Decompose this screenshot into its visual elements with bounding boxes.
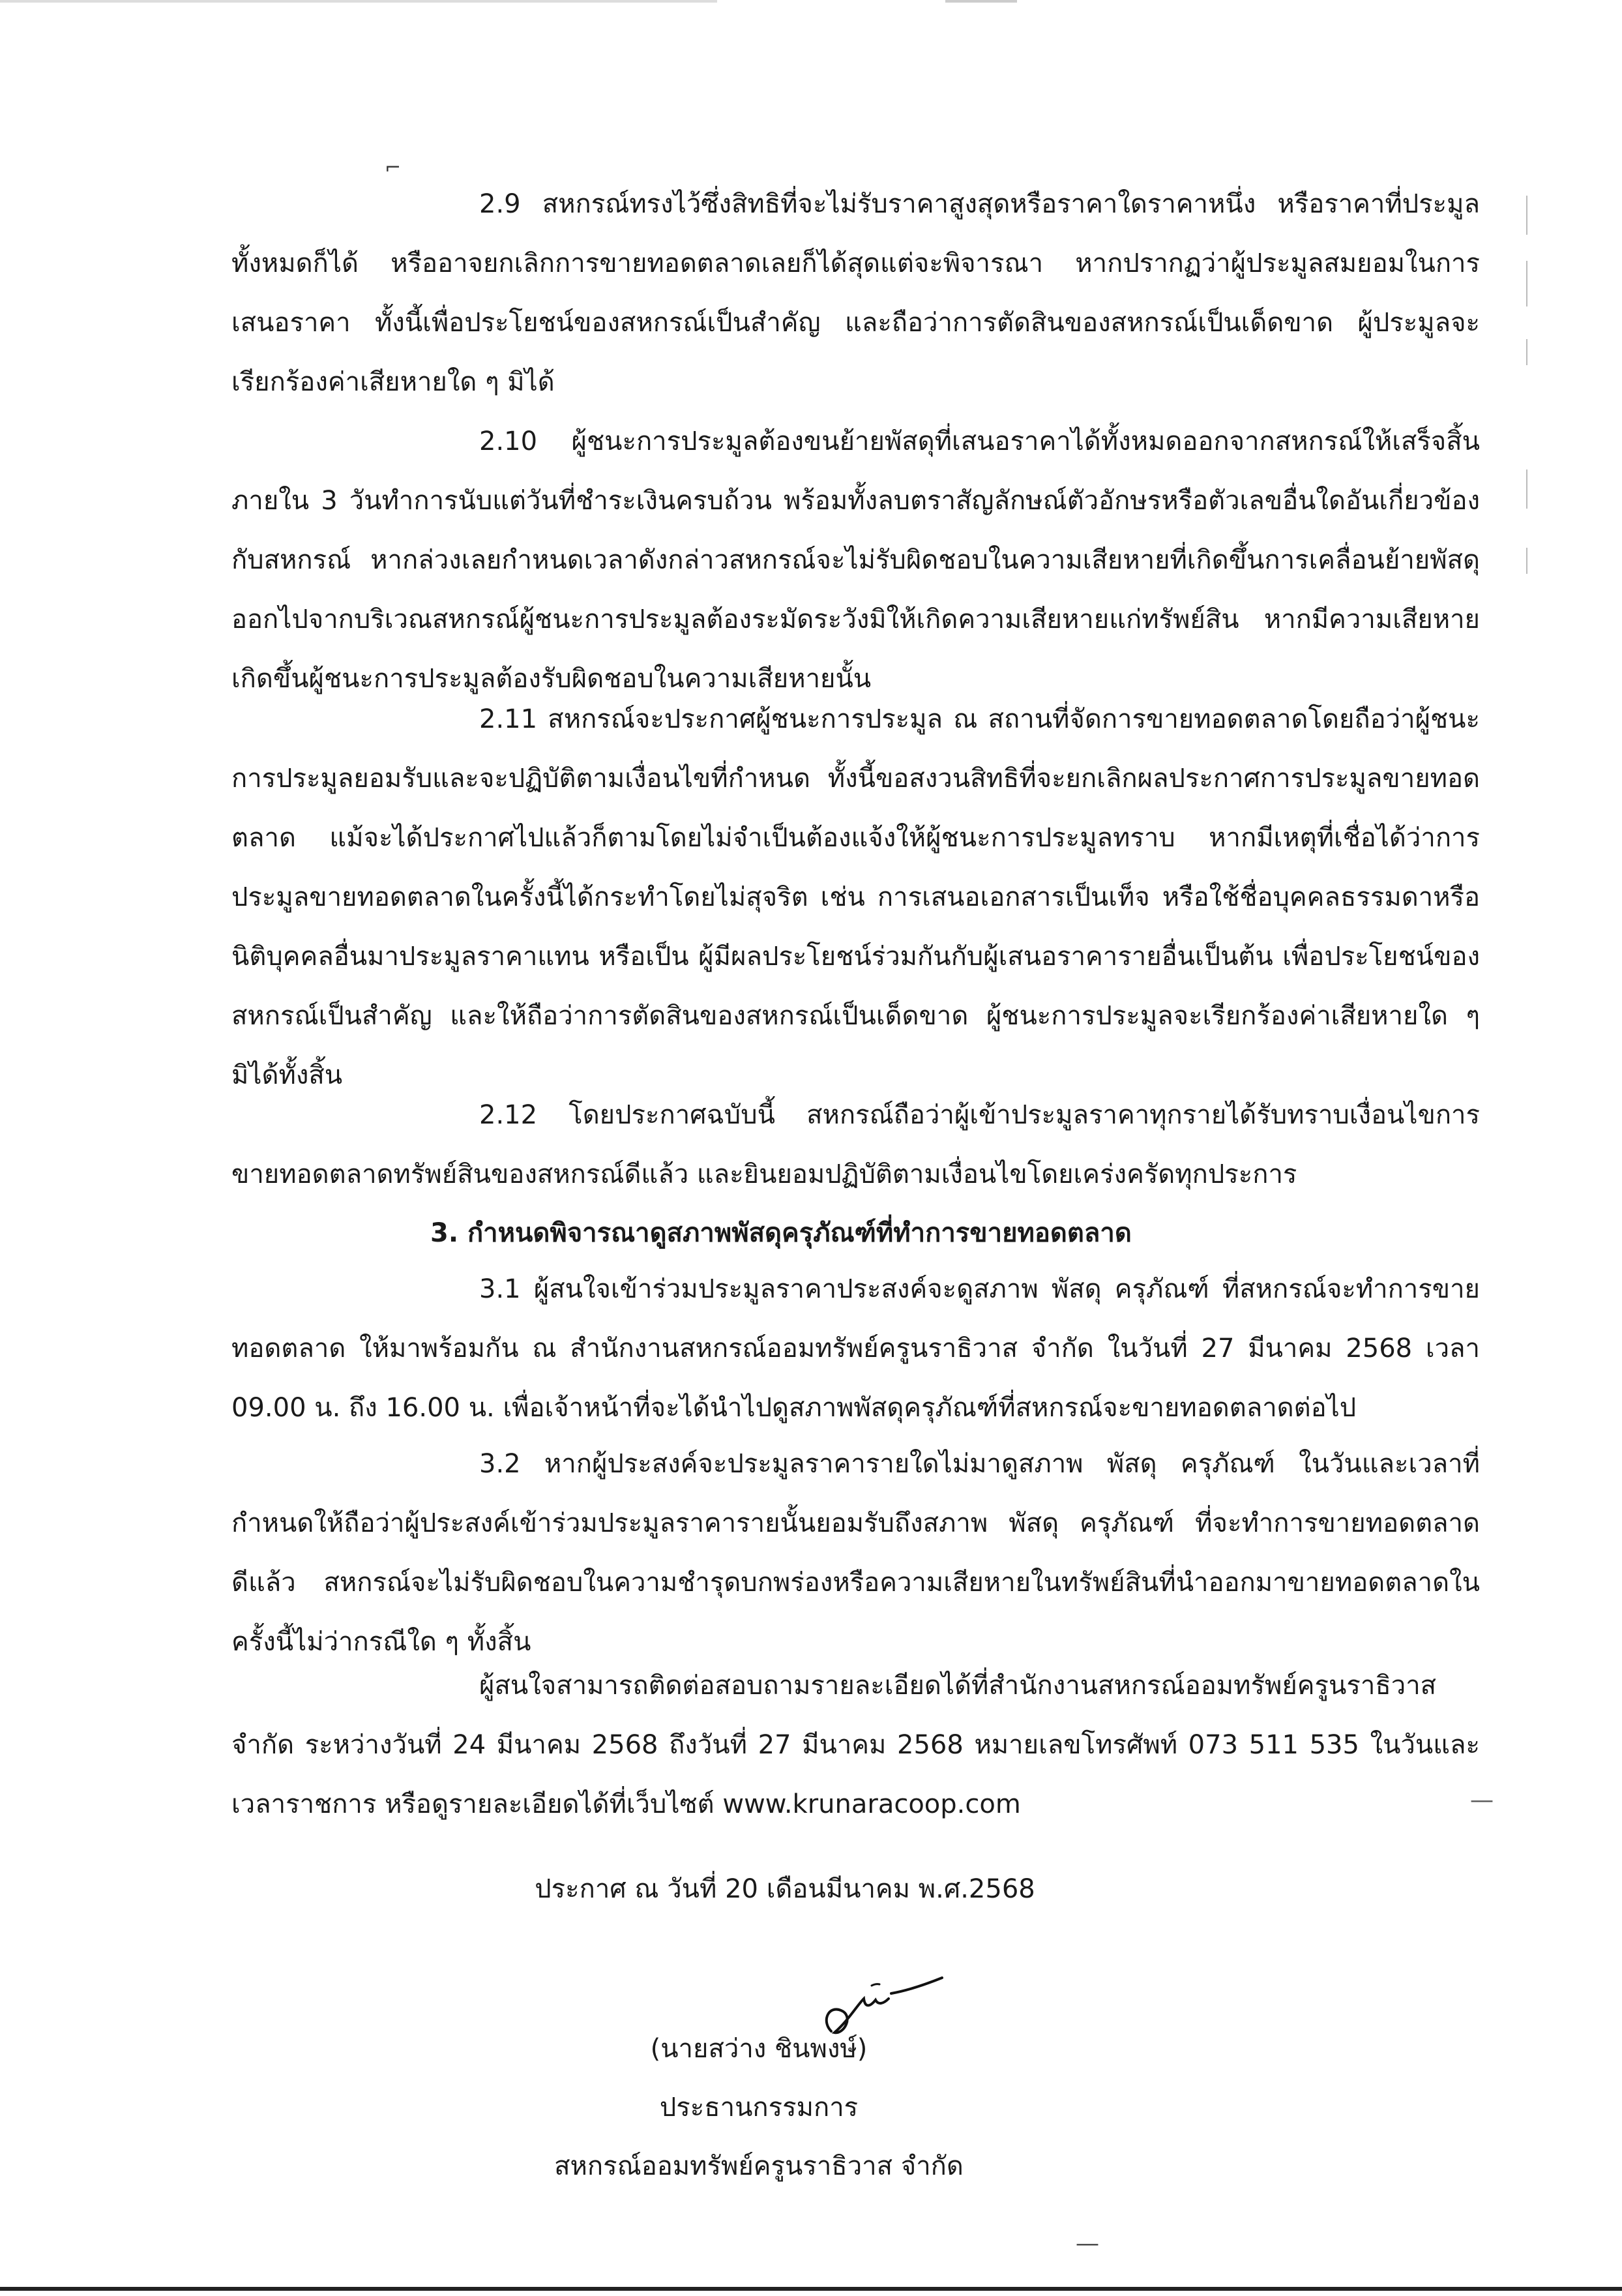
scan-artifact-margin [1526,261,1527,306]
scan-artifact-margin [1526,196,1527,235]
clause-text: 2.12 โดยประกาศฉบับนี้ สหกรณ์ถือว่าผู้เข้าประมูลราคาทุกรายได้รับทราบเงื่อนไขการขายทอดตลาดทรัพย์สินของสหกรณ์ดีแล้ว และยินยอมปฏิบัติตามเงื่อนไขโดยเคร่งครัดทุกประการ [231,1100,1480,1189]
signatory-name: (นายสว่าง ชินพงษ์) [650,2034,868,2064]
clause-2-9 [231,175,1480,412]
signatory-position: ประธานกรรมการ [659,2093,859,2123]
clause-2-11 [231,690,1480,1105]
pen-mark: — [1076,2230,1099,2257]
contact-paragraph [231,1656,1480,1834]
scan-speck: ⌐ [385,157,402,179]
scan-artifact-margin [1526,470,1527,509]
pen-mark: — [1470,1787,1494,1813]
scan-artifact-bottom [0,2287,1622,2291]
clause-text: 2.10 ผู้ชนะการประมูลต้องขนย้ายพัสดุที่เสนอราคาได้ทั้งหมดออกจากสหกรณ์ให้เสร็จสิ้นภายใน 3 วันทำการนับแต่วันที่ชำระเงินครบถ้วน พร้อมทั้งลบตราสัญลักษณ์ตัวอักษรหรือตัวเลขอื่นใดอันเกี่ยวข้องกับสหกรณ์ หากล่วงเลยกำหนดเวลาดังกล่าวสหกรณ์จะไม่รับผิดชอบในความเสียหายที่เกิดขึ้นการเคลื่อนย้ายพัสดุออกไปจากบริเวณสหกรณ์ผู้ชนะการประมูลต้องระมัดระวังมิให้เกิดความเสียหายแก่ทรัพย์สิน หากมีความเสียหายเกิดขึ้นผู้ชนะการประมูลต้องรับผิดชอบในความเสียหายนั้น [231,426,1480,694]
scan-artifact-margin [1526,339,1527,365]
scan-artifact-top [0,0,1622,3]
clause-text: 2.11 สหกรณ์จะประกาศผู้ชนะการประมูล ณ สถานที่จัดการขายทอดตลาดโดยถือว่าผู้ชนะการประมูลยอมรับและจะปฏิบัติตามเงื่อนไขที่กำหนด ทั้งนี้ขอสงวนสิทธิที่จะยกเลิกผลประกาศการประมูลขายทอดตลาด แม้จะได้ประกาศไปแล้วก็ตามโดยไม่จำเป็นต้องแจ้งให้ผู้ชนะการประมูลทราบ หากมีเหตุที่เชื่อได้ว่าการประมูลขายทอดตลาดในครั้งนี้ได้กระทำโดยไม่สุจริต เช่น การเสนอเอกสารเป็นเท็จ หรือใช้ชื่อบุคคลธรรมดาหรือนิติบุคคลอื่นมาประมูลราคาแทน หรือเป็น ผู้มีผลประโยชน์ร่วมกันกับผู้เสนอราคารายอื่นเป็นต้น เพื่อประโยชน์ของสหกรณ์เป็นสำคัญ และให้ถือว่าการตัดสินของสหกรณ์เป็นเด็ดขาด ผู้ชนะการประมูลจะเรียกร้องค่าเสียหายใด ๆ มิได้ทั้งสิ้น [231,704,1480,1090]
clause-text: 3.1 ผู้สนใจเข้าร่วมประมูลราคาประสงค์จะดูสภาพ พัสดุ ครุภัณฑ์ ที่สหกรณ์จะทำการขายทอดตลาด ให้มาพร้อมกัน ณ สำนักงานสหกรณ์ออมทรัพย์ครูนราธิวาส จำกัด ในวันที่ 27 มีนาคม 2568 เวลา 09.00 น. ถึง 16.00 น. เพื่อเจ้าหน้าที่จะได้นำไปดูสภาพพัสดุครุภัณฑ์ที่สหกรณ์จะขายทอดตลาดต่อไป [231,1274,1480,1423]
scan-artifact-margin [1526,548,1527,574]
signatory-organization: สหกรณ์ออมทรัพย์ครูนราธิวาส จำกัด [554,2151,964,2181]
clause-2-12 [231,1086,1480,1204]
clause-text: 3.2 หากผู้ประสงค์จะประมูลราคารายใดไม่มาดูสภาพ พัสดุ ครุภัณฑ์ ในวันและเวลาที่กำหนดให้ถือว่าผู้ประสงค์เข้าร่วมประมูลราคารายนั้นยอมรับถึงสภาพ พัสดุ ครุภัณฑ์ ที่จะทำการขายทอดตลาดดีแล้ว สหกรณ์จะไม่รับผิดชอบในความชำรุดบกพร่องหรือความเสียหายในทรัพย์สินที่นำออกมาขายทอดตลาดในครั้งนี้ไม่ว่ากรณีใด ๆ ทั้งสิ้น [231,1449,1480,1657]
section-3-heading: 3. กำหนดพิจารณาดูสภาพพัสดุครุภัณฑ์ที่ทำการขายทอดตลาด [430,1218,1132,1248]
announcement-date: ประกาศ ณ วันที่ 20 เดือนมีนาคม พ.ศ.2568 [535,1874,1035,1904]
clause-3-1 [231,1260,1480,1438]
contact-text: ผู้สนใจสามารถติดต่อสอบถามรายละเอียดได้ที่สำนักงานสหกรณ์ออมทรัพย์ครูนราธิวาส จำกัด ระหว่างวันที่ 24 มีนาคม 2568 ถึงวันที่ 27 มีนาคม 2568 หมายเลขโทรศัพท์ 073 511 535 ในวันและเวลาราชการ หรือดูรายละเอียดได้ที่เว็บไซต์ www.krunaracoop.com [231,1671,1480,1819]
clause-3-2 [231,1435,1480,1672]
clause-text: 2.9 สหกรณ์ทรงไว้ซึ่งสิทธิที่จะไม่รับราคาสูงสุดหรือราคาใดราคาหนึ่ง หรือราคาที่ประมูลทั้งหมดก็ได้ หรืออาจยกเลิกการขายทอดตลาดเลยก็ได้สุดแต่จะพิจารณา หากปรากฏว่าผู้ประมูลสมยอมในการเสนอราคา ทั้งนี้เพื่อประโยชน์ของสหกรณ์เป็นสำคัญ และถือว่าการตัดสินของสหกรณ์เป็นเด็ดขาด ผู้ประมูลจะเรียกร้องค่าเสียหายใด ๆ มิได้ [231,189,1480,397]
clause-2-10 [231,412,1480,709]
